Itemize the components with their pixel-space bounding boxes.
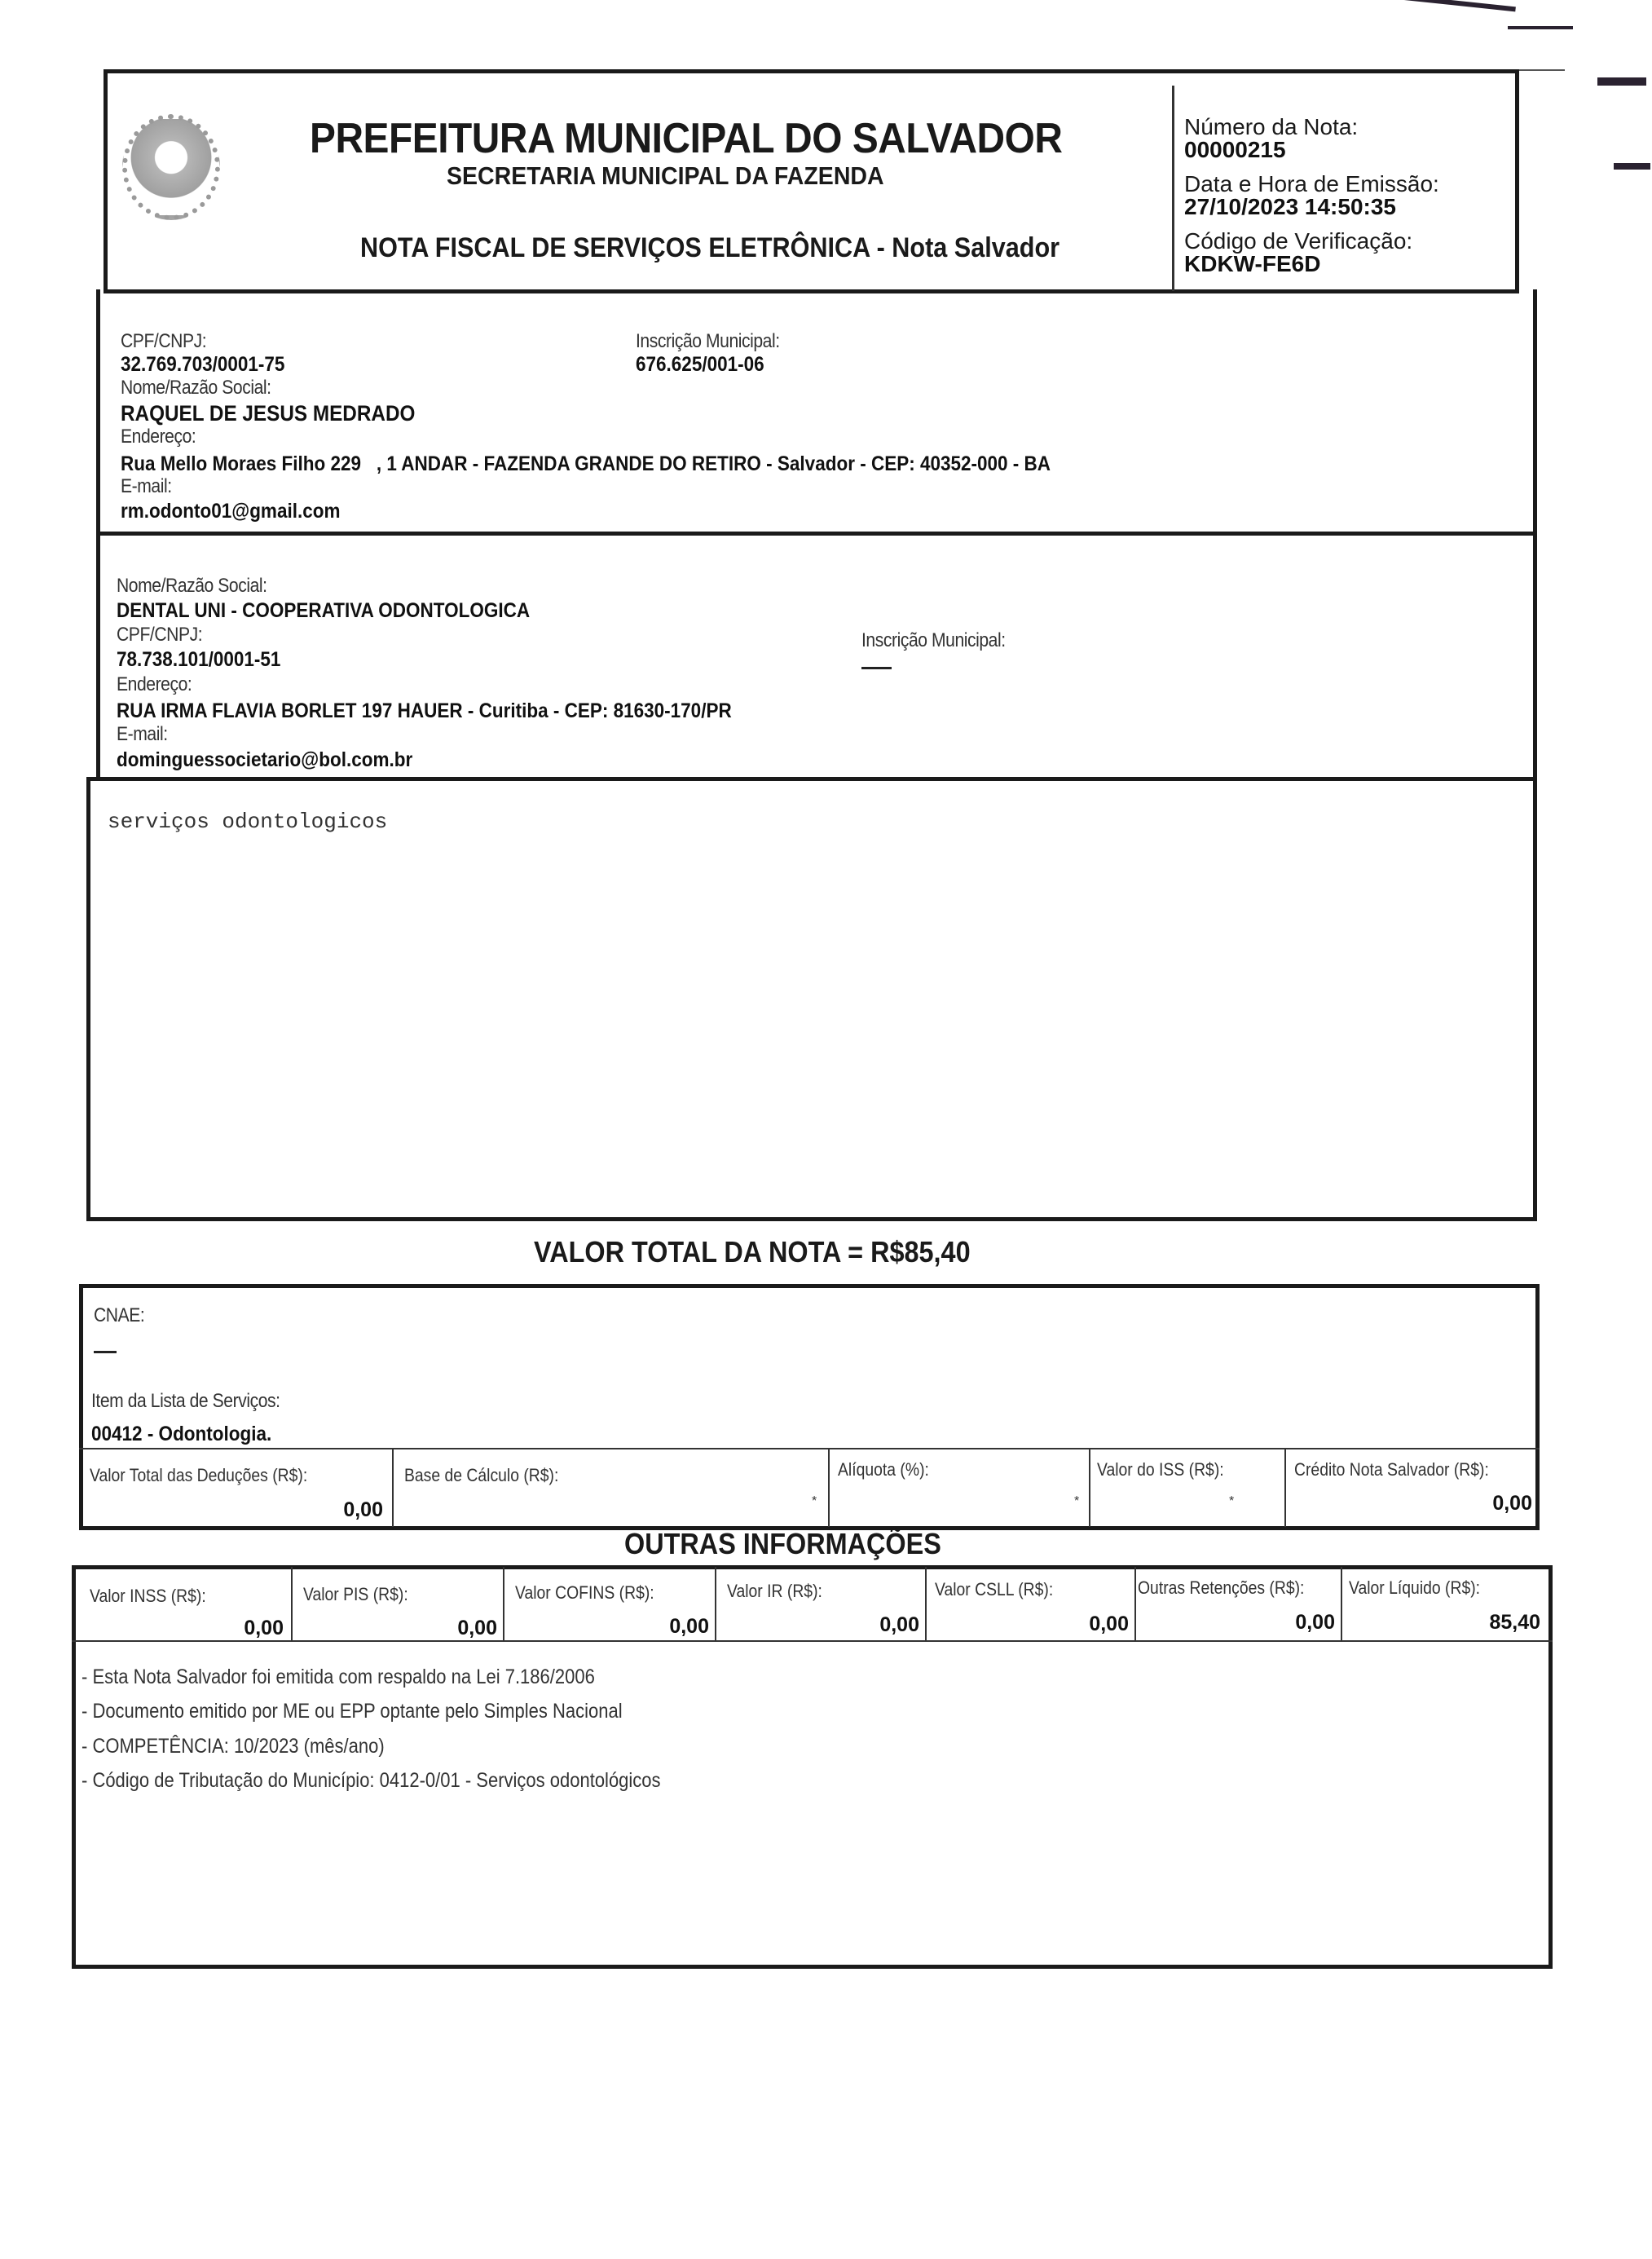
cell-divider <box>1341 1567 1342 1640</box>
tomador-cpf-label: CPF/CNPJ: <box>117 624 203 646</box>
prestador-nome-label: Nome/Razão Social: <box>121 377 271 399</box>
deducoes-value: 0,00 <box>343 1498 383 1521</box>
iss-label: Valor do ISS (R$): <box>1097 1459 1224 1480</box>
page-title: PREFEITURA MUNICIPAL DO SALVADOR <box>310 115 1063 162</box>
tomador-inscricao-value <box>861 667 892 669</box>
page-subtitle: SECRETARIA MUNICIPAL DA FAZENDA <box>447 161 884 190</box>
numero-value: 00000215 <box>1184 137 1286 162</box>
tomador-endereco-value: RUA IRMA FLAVIA BORLET 197 HAUER - Curitiba - CEP: 81630-170/PR <box>117 699 732 722</box>
tomador-email-value: dominguessocietario@bol.com.br <box>117 748 413 771</box>
codigo-label: Código de Verificação: <box>1184 228 1413 254</box>
document-type: NOTA FISCAL DE SERVIÇOS ELETRÔNICA - Nota Salvador <box>360 232 1060 263</box>
prestador-email-value: rm.odonto01@gmail.com <box>121 500 341 523</box>
deducoes-label: Valor Total das Deduções (R$): <box>90 1465 308 1485</box>
cell-divider <box>925 1567 927 1640</box>
csll-label: Valor CSLL (R$): <box>935 1579 1054 1599</box>
divider <box>96 532 1537 536</box>
base-calculo-label: Base de Cálculo (R$): <box>404 1465 559 1485</box>
retencoes-divider <box>72 1640 1553 1642</box>
base-calculo-value: * <box>812 1494 817 1508</box>
ir-value: 0,00 <box>879 1613 919 1636</box>
csll-value: 0,00 <box>1089 1613 1129 1635</box>
aliquota-value: * <box>1074 1494 1080 1508</box>
prestador-inscricao-value: 676.625/001-06 <box>636 353 764 376</box>
data-label: Data e Hora de Emissão: <box>1184 171 1439 196</box>
cell-divider <box>1284 1449 1286 1527</box>
cell-divider <box>1089 1449 1090 1527</box>
pis-value: 0,00 <box>457 1617 497 1639</box>
description-text: serviços odontologicos <box>108 810 388 834</box>
prestador-inscricao-label: Inscrição Municipal: <box>636 330 780 352</box>
city-seal-icon <box>122 114 220 220</box>
tomador-inscricao-label: Inscrição Municipal: <box>861 629 1006 651</box>
description-box <box>86 777 1537 1221</box>
cell-divider <box>291 1567 293 1640</box>
ir-label: Valor IR (R$): <box>727 1581 822 1601</box>
service-box <box>79 1284 1540 1530</box>
cnae-label: CNAE: <box>94 1304 145 1326</box>
info-line: - COMPETÊNCIA: 10/2023 (mês/ano) <box>81 1735 385 1758</box>
tomador-nome-label: Nome/Razão Social: <box>117 575 267 597</box>
data-value: 27/10/2023 14:50:35 <box>1184 194 1396 219</box>
numero-label: Número da Nota: <box>1184 114 1359 139</box>
info-line: - Documento emitido por ME ou EPP optante pelo Simples Nacional <box>81 1700 623 1723</box>
prestador-nome-value: RAQUEL DE JESUS MEDRADO <box>121 401 416 426</box>
header-divider <box>1172 86 1174 291</box>
scan-artifact <box>1614 163 1650 170</box>
outras-title: OUTRAS INFORMAÇÕES <box>624 1527 941 1560</box>
pis-label: Valor PIS (R$): <box>303 1584 408 1604</box>
tomador-nome-value: DENTAL UNI - COOPERATIVA ODONTOLOGICA <box>117 599 531 622</box>
scan-artifact <box>1597 77 1646 86</box>
valor-total: VALOR TOTAL DA NOTA = R$85,40 <box>534 1235 971 1268</box>
valor-liquido-label: Valor Líquido (R$): <box>1349 1577 1481 1598</box>
inss-label: Valor INSS (R$): <box>90 1586 206 1606</box>
cell-divider <box>1134 1567 1136 1640</box>
cell-divider <box>828 1449 830 1527</box>
aliquota-label: Alíquota (%): <box>838 1459 929 1480</box>
prestador-endereco-label: Endereço: <box>121 426 196 448</box>
prestador-email-label: E-mail: <box>121 475 172 497</box>
cell-divider <box>715 1567 716 1640</box>
tomador-email-label: E-mail: <box>117 723 168 745</box>
outras-retencoes-value: 0,00 <box>1295 1611 1335 1634</box>
iss-value: * <box>1229 1494 1235 1508</box>
item-label: Item da Lista de Serviços: <box>91 1390 280 1412</box>
prestador-cpf-value: 32.769.703/0001-75 <box>121 353 285 376</box>
credito-label: Crédito Nota Salvador (R$): <box>1294 1459 1489 1480</box>
cofins-value: 0,00 <box>669 1615 709 1638</box>
outras-retencoes-label: Outras Retenções (R$): <box>1138 1577 1305 1598</box>
cell-divider <box>503 1567 504 1640</box>
scan-artifact <box>1508 26 1573 29</box>
item-value: 00412 - Odontologia. <box>91 1423 272 1445</box>
cofins-label: Valor COFINS (R$): <box>515 1582 654 1603</box>
prestador-endereco-value: Rua Mello Moraes Filho 229 , 1 ANDAR - FAZENDA GRANDE DO RETIRO - Salvador - CEP: 40352-000 - BA <box>121 452 1051 475</box>
codigo-value: KDKW-FE6D <box>1184 251 1321 276</box>
cell-divider <box>392 1449 394 1527</box>
info-line: - Código de Tributação do Município: 0412-0/01 - Serviços odontológicos <box>81 1769 661 1792</box>
cnae-value <box>94 1351 117 1353</box>
tomador-endereco-label: Endereço: <box>117 673 192 695</box>
scan-artifact <box>1385 0 1516 11</box>
inss-value: 0,00 <box>244 1617 284 1639</box>
prestador-cpf-label: CPF/CNPJ: <box>121 330 207 352</box>
tomador-cpf-value: 78.738.101/0001-51 <box>117 648 281 671</box>
info-line: - Esta Nota Salvador foi emitida com respaldo na Lei 7.186/2006 <box>81 1666 595 1688</box>
valor-liquido-value: 85,40 <box>1489 1611 1540 1634</box>
tax-row-divider <box>79 1448 1540 1449</box>
credito-value: 0,00 <box>1492 1492 1532 1515</box>
